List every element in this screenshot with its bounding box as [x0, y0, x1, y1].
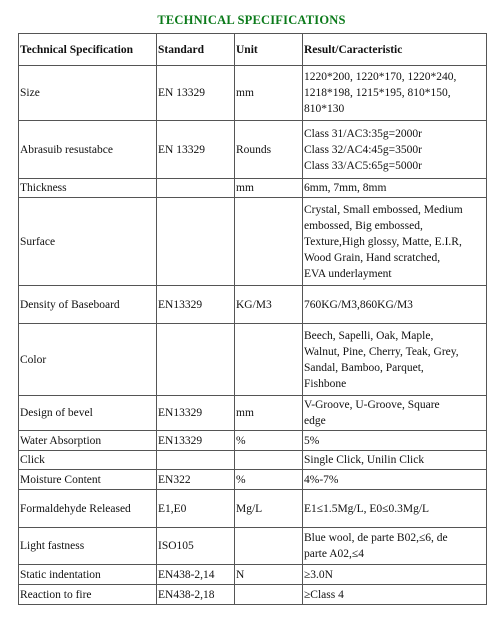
- result-line: 5%: [304, 434, 320, 447]
- cell-result: [303, 324, 487, 396]
- cell-standard: [157, 324, 235, 396]
- cell-result: [303, 179, 487, 198]
- result-line: 810*130: [304, 103, 345, 115]
- column-header-spec: Technical Specification: [19, 34, 157, 66]
- cell-result: [303, 431, 487, 451]
- cell-spec: Thickness: [19, 179, 157, 198]
- cell-standard: [157, 179, 235, 198]
- result-line: Wood Grain, Hand scratched,: [304, 251, 441, 264]
- result-line: 1220*200, 1220*170, 1220*240,: [304, 71, 457, 83]
- result-line: 4%-7%: [304, 473, 339, 486]
- cell-standard: EN 13329: [157, 121, 235, 179]
- result-line: edge: [304, 415, 326, 427]
- result-line: Fishbone: [304, 377, 347, 390]
- cell-unit: [235, 528, 303, 565]
- cell-result: [303, 121, 487, 179]
- cell-spec: Density of Baseboard: [19, 286, 157, 324]
- cell-standard: EN13329: [157, 396, 235, 431]
- result-line: Walnut, Pine, Cherry, Teak, Grey,: [304, 345, 459, 358]
- cell-unit: Rounds: [235, 121, 303, 179]
- table-row: [19, 121, 487, 179]
- cell-standard: EN13329: [157, 431, 235, 451]
- result-line: E1≤1.5Mg/L, E0≤0.3Mg/L: [304, 502, 430, 515]
- table-row: [19, 66, 487, 121]
- cell-result: [303, 396, 487, 431]
- cell-result: [303, 286, 487, 324]
- cell-unit: mm: [235, 66, 303, 121]
- cell-result: [303, 585, 487, 605]
- table-body: [19, 66, 487, 605]
- cell-unit: %: [235, 431, 303, 451]
- result-line: 6mm, 7mm, 8mm: [304, 182, 387, 194]
- result-line: Class 33/AC5:65g=5000r: [304, 159, 422, 172]
- result-line: V-Groove, U-Groove, Square: [304, 399, 440, 411]
- result-line: Crystal, Small embossed, Medium: [304, 203, 463, 216]
- cell-spec: Moisture Content: [19, 470, 157, 490]
- cell-spec: Water Absorption: [19, 431, 157, 451]
- result-line: Beech, Sapelli, Oak, Maple,: [304, 329, 434, 342]
- cell-standard: EN322: [157, 470, 235, 490]
- specifications-table: [18, 33, 487, 605]
- cell-standard: EN13329: [157, 286, 235, 324]
- cell-unit: mm: [235, 396, 303, 431]
- cell-result: [303, 451, 487, 470]
- cell-result: [303, 490, 487, 528]
- cell-spec: Color: [19, 324, 157, 396]
- column-header-result: Result/Caracteristic: [303, 34, 487, 66]
- cell-standard: EN438-2,14: [157, 565, 235, 585]
- cell-standard: ISO105: [157, 528, 235, 565]
- cell-unit: Mg/L: [235, 490, 303, 528]
- table-row: [19, 565, 487, 585]
- table-row: [19, 198, 487, 286]
- table-row: [19, 396, 487, 431]
- cell-unit: [235, 585, 303, 605]
- cell-spec: Design of bevel: [19, 396, 157, 431]
- cell-unit: KG/M3: [235, 286, 303, 324]
- result-line: 1218*198, 1215*195, 810*150,: [304, 87, 451, 99]
- cell-unit: [235, 324, 303, 396]
- table-row: [19, 490, 487, 528]
- result-line: Blue wool, de parte B02,≤6, de: [304, 532, 448, 544]
- cell-spec: Size: [19, 66, 157, 121]
- result-line: ≥3.0N: [304, 568, 333, 581]
- column-header-standard: Standard: [157, 34, 235, 66]
- cell-unit: [235, 198, 303, 286]
- table-row: [19, 585, 487, 605]
- cell-spec: Surface: [19, 198, 157, 286]
- cell-result: [303, 470, 487, 490]
- cell-spec: Abrasuib resustabce: [19, 121, 157, 179]
- result-line: Single Click, Unilin Click: [304, 454, 425, 466]
- result-line: EVA underlayment: [304, 267, 392, 280]
- result-line: parte A02,≤4: [304, 548, 364, 560]
- cell-unit: [235, 451, 303, 470]
- cell-unit: mm: [235, 179, 303, 198]
- table-row: [19, 324, 487, 396]
- result-line: ≥Class 4: [304, 588, 344, 601]
- table-row: [19, 528, 487, 565]
- table-row: [19, 470, 487, 490]
- cell-spec: Light fastness: [19, 528, 157, 565]
- table-row: [19, 286, 487, 324]
- cell-spec: Static indentation: [19, 565, 157, 585]
- result-line: Sandal, Bamboo, Parquet,: [304, 361, 424, 374]
- column-header-unit: Unit: [235, 34, 303, 66]
- result-line: embossed, Big embossed,: [304, 219, 423, 232]
- table-row: [19, 431, 487, 451]
- cell-standard: EN 13329: [157, 66, 235, 121]
- cell-unit: N: [235, 565, 303, 585]
- cell-result: [303, 528, 487, 565]
- table-header-row: [19, 34, 487, 66]
- result-line: Class 31/AC3:35g=2000r: [304, 127, 422, 140]
- result-line: Class 32/AC4:45g=3500r: [304, 143, 422, 156]
- cell-unit: %: [235, 470, 303, 490]
- result-line: Texture,High glossy, Matte, E.I.R,: [304, 235, 462, 248]
- table-row: [19, 179, 487, 198]
- cell-spec: Reaction to fire: [19, 585, 157, 605]
- cell-standard: EN438-2,18: [157, 585, 235, 605]
- cell-result: [303, 565, 487, 585]
- cell-result: [303, 198, 487, 286]
- cell-standard: [157, 451, 235, 470]
- result-line: 760KG/M3,860KG/M3: [304, 298, 413, 311]
- page-title: TECHNICAL SPECIFICATIONS: [157, 13, 346, 27]
- cell-standard: E1,E0: [157, 490, 235, 528]
- cell-standard: [157, 198, 235, 286]
- cell-result: [303, 66, 487, 121]
- cell-spec: Click: [19, 451, 157, 470]
- cell-spec: Formaldehyde Released: [19, 490, 157, 528]
- table-row: [19, 451, 487, 470]
